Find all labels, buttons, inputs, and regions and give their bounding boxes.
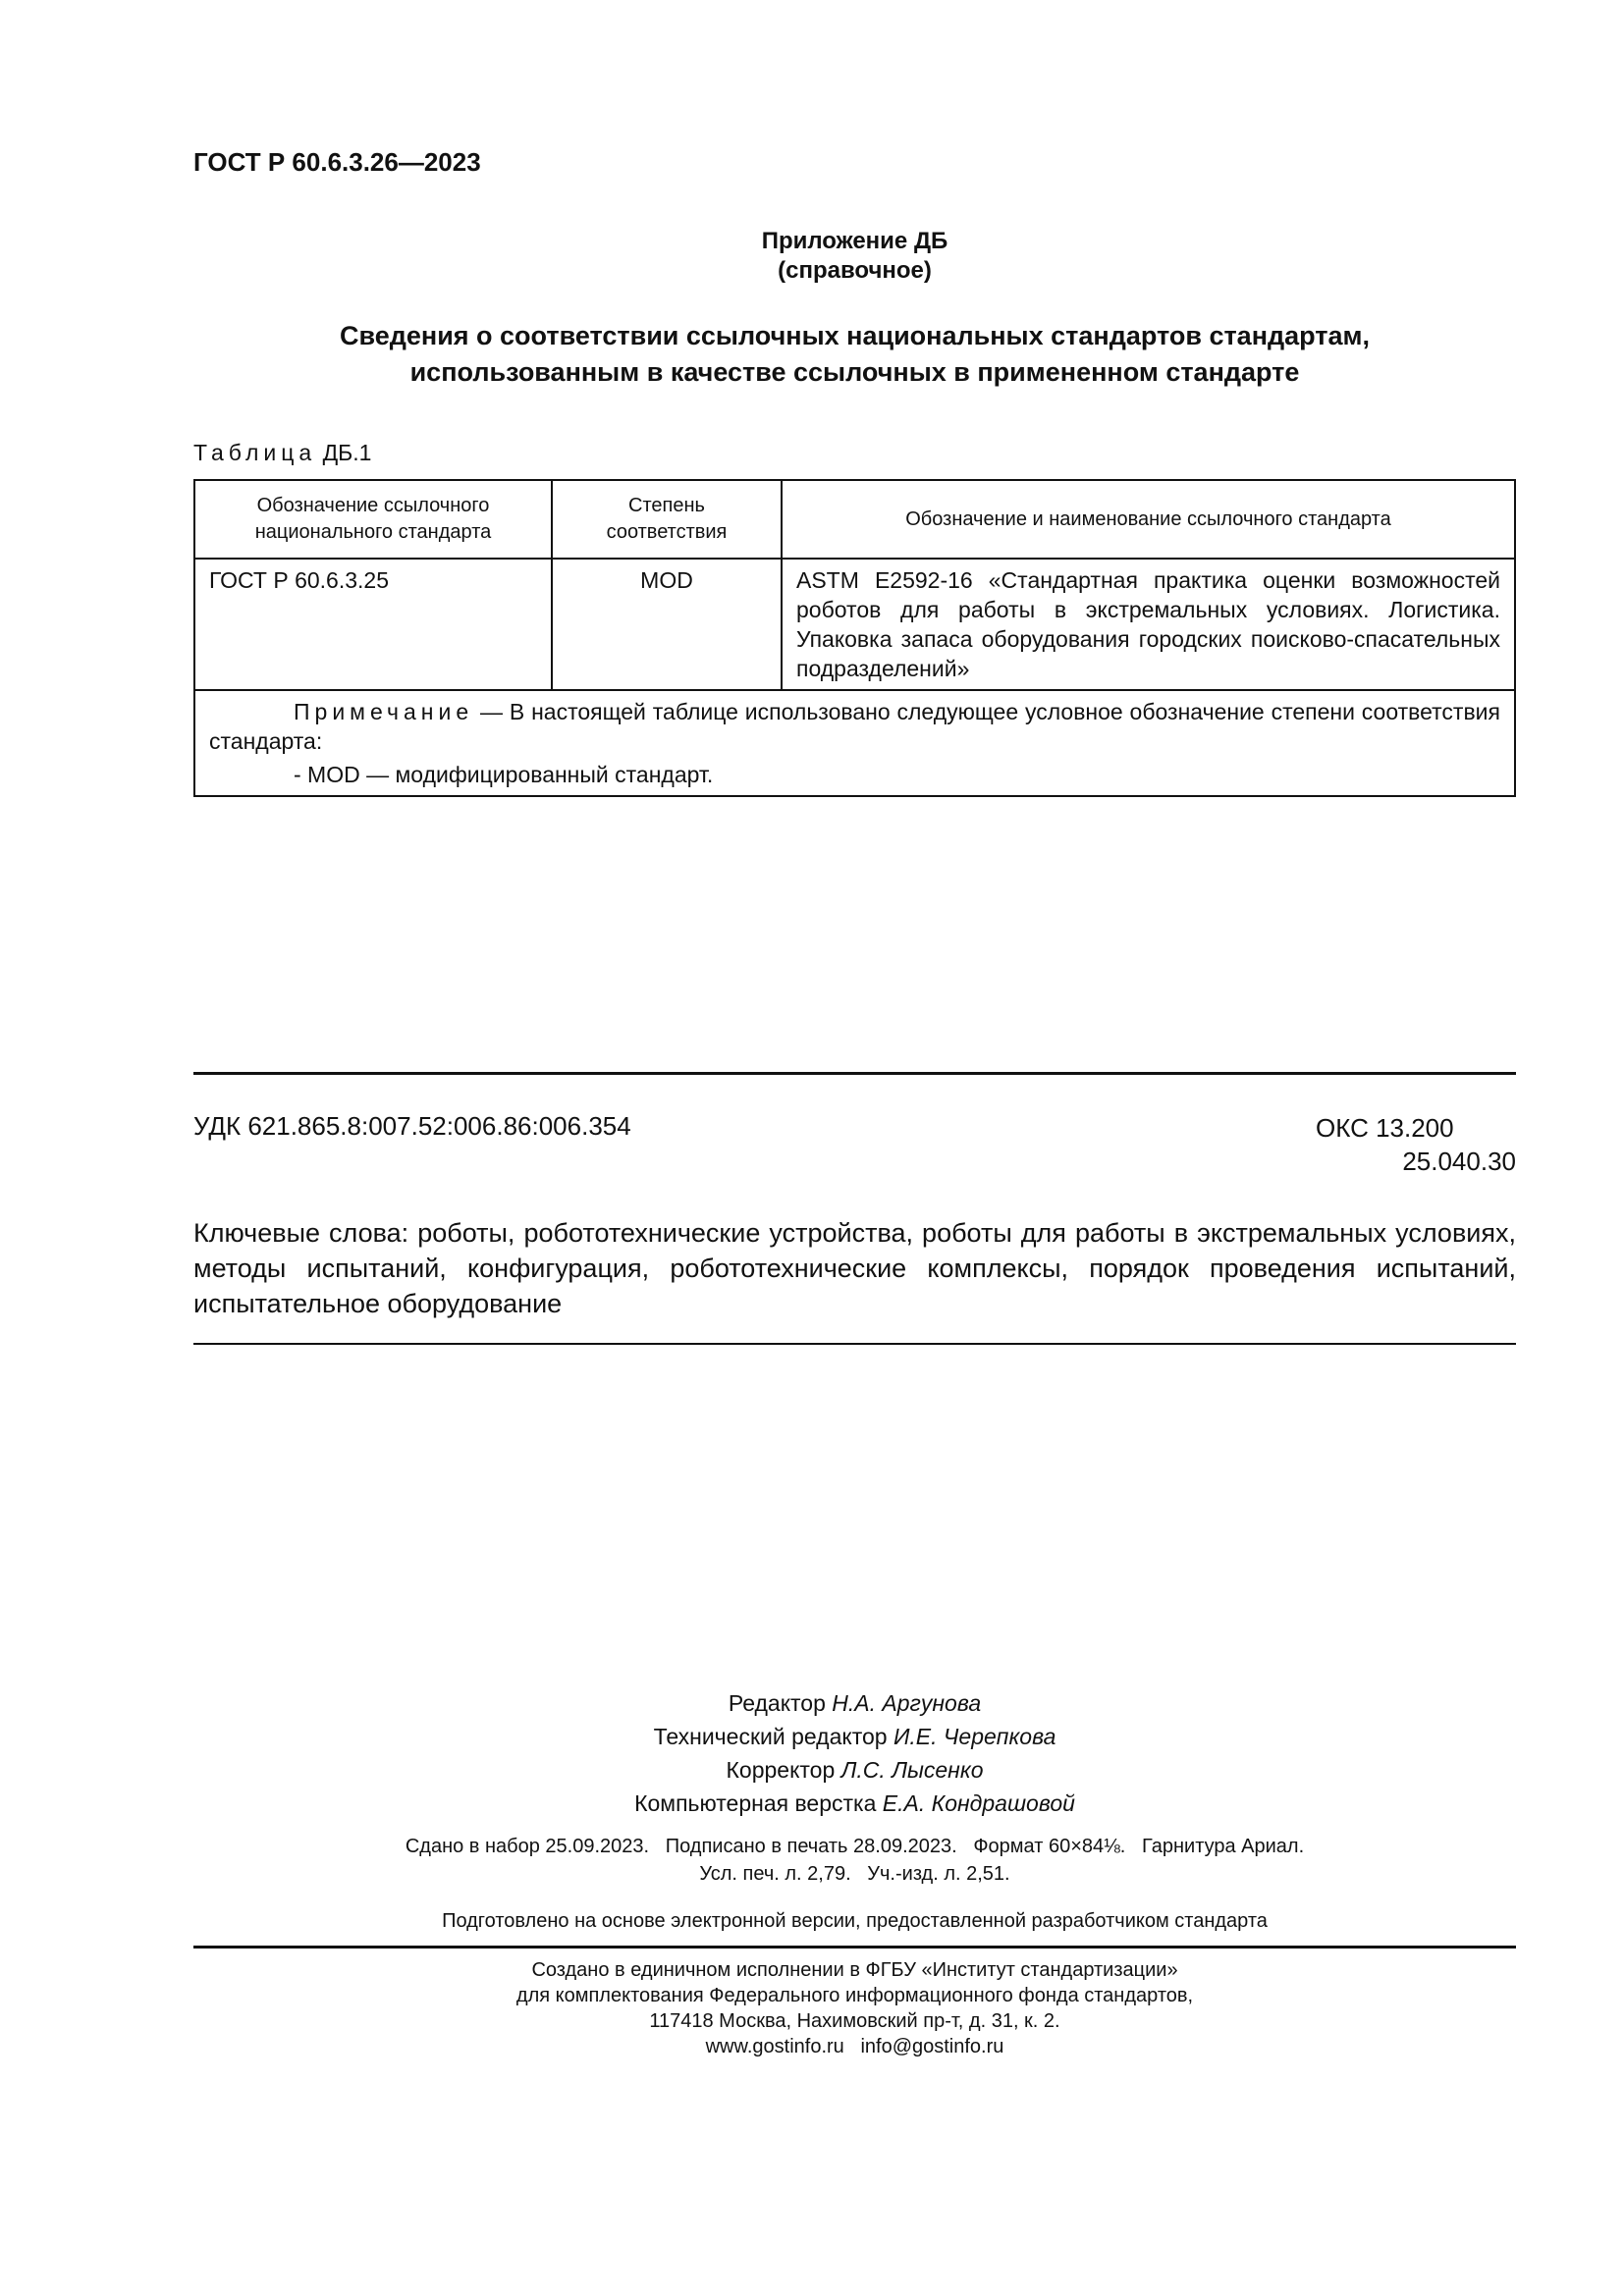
note-label: Примечание [294, 699, 474, 724]
correspondence-table [193, 479, 1516, 797]
appendix-heading-line1: Сведения о соответствии ссылочных национальных стандартов стандартам, [339, 321, 1371, 350]
divider [193, 1072, 1516, 1075]
document-code: ГОСТ Р 60.6.3.26—2023 [193, 147, 481, 177]
credit-name: Н.А. Аргунова [832, 1690, 982, 1716]
column-header-reference: Обозначение и наименование ссылочного стандарта [782, 480, 1515, 559]
appendix-heading [193, 318, 1516, 391]
appendix-kind: (справочное) [778, 257, 932, 284]
print-info-line1: Сдано в набор 25.09.2023. Подписано в печать 28.09.2023. Формат 60×84⅛. Гарнитура Ариал. [405, 1836, 1305, 1857]
print-info-line2: Усл. печ. л. 2,79. Уч.-изд. л. 2,51. [699, 1863, 1010, 1885]
credit-corrector [193, 1753, 1516, 1787]
note-text [209, 697, 1500, 756]
udk-code: УДК 621.865.8:007.52:006.86:006.354 [193, 1111, 631, 1141]
note-body: — В настоящей таблице использовано следующее условное обозначение степени соответствия стандарта: [209, 699, 1500, 754]
credit-name: Л.С. Лысенко [840, 1757, 984, 1783]
column-header-national: Обозначение ссылочного национального стандарта [194, 480, 552, 559]
table-label-number: ДБ.1 [322, 440, 372, 465]
oks-codes [1316, 1111, 1516, 1178]
credit-role: Компьютерная верстка [634, 1790, 877, 1816]
keywords: Ключевые слова: роботы, робототехнические устройства, роботы для работы в экстремальных условиях, методы испытаний, конфигурация, робототехнические комплексы, порядок проведения испытаний, испытательное оборудование [193, 1218, 1516, 1318]
table-note-row [194, 690, 1515, 796]
appendix-heading-line2: использованным в качестве ссылочных в примененном стандарте [409, 357, 1300, 387]
credit-tech-editor [193, 1720, 1516, 1753]
cell-national-standard: ГОСТ Р 60.6.3.25 [194, 559, 552, 690]
credit-layout [193, 1787, 1516, 1820]
table-header-row [194, 480, 1515, 559]
prepared-note: Подготовлено на основе электронной версии, предоставленной разработчиком стандарта [442, 1910, 1268, 1932]
print-info [193, 1833, 1516, 1888]
divider [193, 1343, 1516, 1345]
publisher-line3: 117418 Москва, Нахимовский пр-т, д. 31, к. 2. [649, 2010, 1060, 2032]
table-row [194, 559, 1515, 690]
credit-role: Технический редактор [653, 1724, 888, 1749]
column-header-degree: Степень соответствия [552, 480, 782, 559]
divider [193, 1946, 1516, 1949]
publisher-info [193, 1957, 1516, 2059]
publisher-line4: www.gostinfo.ru info@gostinfo.ru [705, 2036, 1004, 2057]
credit-editor [193, 1686, 1516, 1720]
table-label [193, 440, 371, 466]
appendix-title-block [193, 227, 1516, 286]
oks-code-line2: 25.040.30 [1402, 1147, 1516, 1176]
table-note [194, 690, 1515, 796]
credit-name: И.Е. Черепкова [893, 1724, 1056, 1749]
cell-degree: MOD [552, 559, 782, 690]
credit-name: Е.А. Кондрашовой [882, 1790, 1075, 1816]
publisher-line2: для комплектования Федерального информационного фонда стандартов, [515, 1985, 1194, 2006]
credit-role: Редактор [728, 1690, 826, 1716]
appendix-title: Приложение ДБ [761, 228, 948, 254]
cell-reference-standard: ASTM E2592-16 «Стандартная практика оценки возможностей роботов для работы в экстремальных условиях. Логистика. Упаковка запаса оборудования городских поисково-спасательных подразделений» [782, 559, 1515, 690]
table-label-word: Таблица [193, 440, 317, 465]
note-item: - MOD — модифицированный стандарт. [294, 762, 714, 787]
oks-code-line1: ОКС 13.200 [1316, 1113, 1454, 1143]
publisher-line1: Создано в единичном исполнении в ФГБУ «Институт стандартизации» [531, 1959, 1178, 1981]
credits-block [193, 1686, 1516, 1820]
credit-role: Корректор [726, 1757, 836, 1783]
